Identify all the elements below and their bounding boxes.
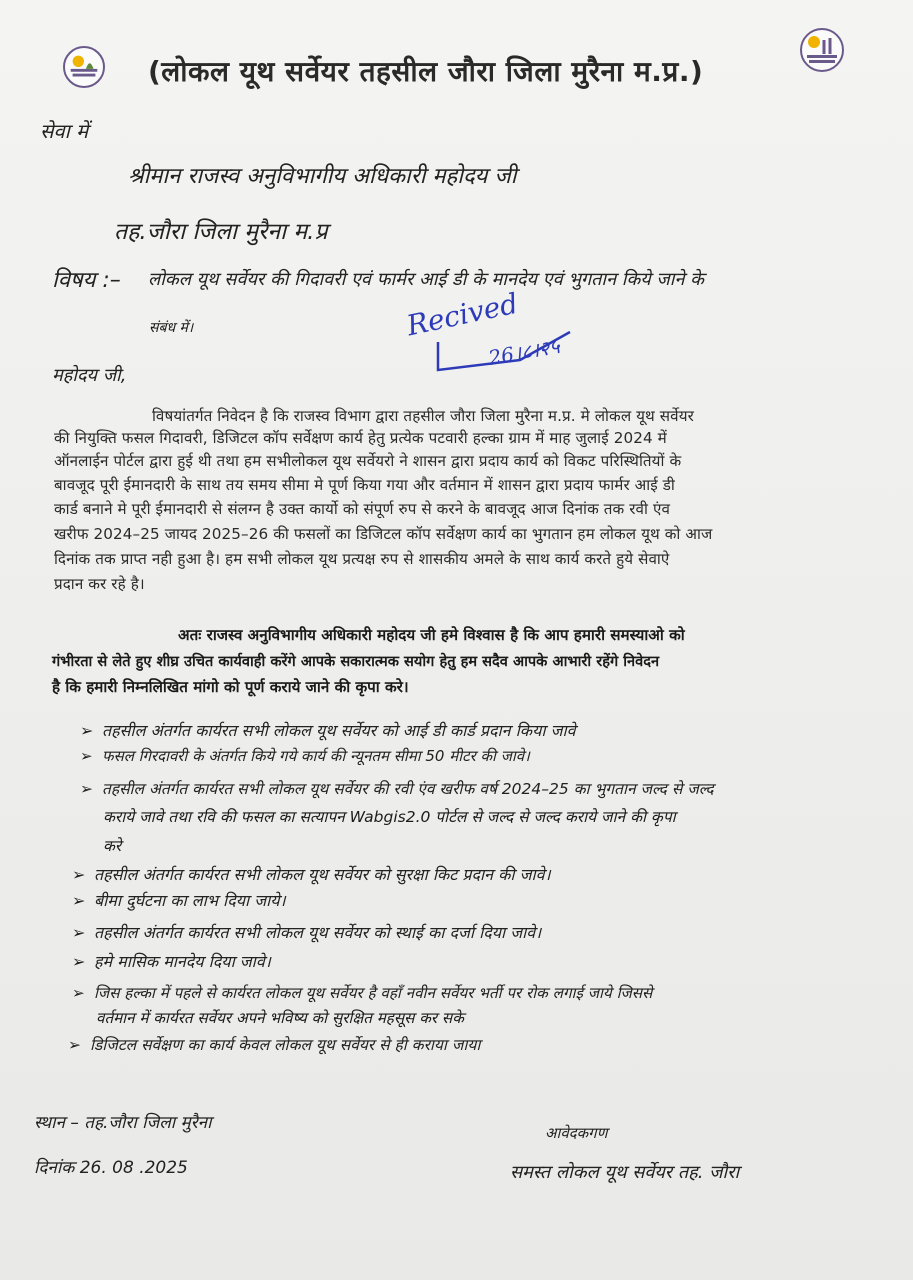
paragraph-1-line: विषयांतर्गत निवेदन है कि राजस्व विभाग द्वारा तहसील जौरा जिला मुरैना म.प्र. मे लोकल यूथ सर्वेयर: [152, 407, 694, 425]
demand-item: ➢ हमे मासिक मानदेय दिया जावे।: [72, 952, 271, 971]
bullet-arrow-icon: ➢: [72, 891, 86, 910]
letterhead-title: (लोकल यूथ सर्वेयर तहसील जौरा जिला मुरैना म.प्र.): [148, 55, 704, 88]
demand-item: ➢ तहसील अंतर्गत कार्यरत सभी लोकल यूथ सर्वेयर को सुरक्षा किट प्रदान की जावे।: [72, 865, 551, 884]
bullet-arrow-icon: ➢: [72, 984, 85, 1002]
bullet-arrow-icon: ➢: [72, 952, 86, 971]
received-stamp-word: Recived: [403, 286, 521, 343]
paragraph-2-line: अतः राजस्व अनुविभागीय अधिकारी महोदय जी हमे विश्वास है कि आप हमारी समस्याओ को: [178, 626, 685, 644]
subject-line-1: लोकल यूथ सर्वेयर की गिदावरी एवं फार्मर आई डी के मानदेय एवं भुगतान किये जाने के: [148, 269, 704, 290]
recipient-line-1: श्रीमान राजस्व अनुविभागीय अधिकारी महोदय जी: [128, 164, 517, 189]
paragraph-1-line: खरीफ 2024–25 जायद 2025–26 की फसलों का डिजिटल कॉप सर्वेक्षण कार्य का भुगतान हम लोकल यूथ को आज: [54, 525, 713, 543]
demand-item-continuation: वर्तमान में कार्यरत सर्वेयर अपने भविष्य को सुरक्षित महसूस कर सके: [96, 1009, 464, 1027]
applicants-signature: समस्त लोकल यूथ सर्वेयर तह. जौरा: [510, 1162, 740, 1183]
paragraph-1-line: दिनांक तक प्राप्त नही हुआ है। हम सभी लोकल यूथ प्रत्यक्ष रुप से शासकीय अमले के साथ कार्य करते हुये सेवाऐ: [54, 550, 670, 568]
paragraph-2-line: है कि हमारी निम्नलिखित मांगो को पूर्ण कराये जाने की कृपा करे।: [52, 678, 409, 696]
subject-label: विषय :–: [52, 268, 121, 293]
salutation-to: सेवा में: [40, 119, 89, 143]
bullet-arrow-icon: ➢: [72, 865, 86, 884]
recipient-line-2: तह.जौरा जिला मुरैना म.प्र: [114, 219, 328, 245]
demand-item: ➢ डिजिटल सर्वेक्षण का कार्य केवल लोकल यूथ सर्वेयर से ही कराया जाया: [68, 1036, 481, 1054]
demand-item: ➢ फसल गिरदावरी के अंतर्गत किये गये कार्य की न्यूनतम सीमा 50 मीटर की जावे।: [80, 747, 530, 765]
date-line: दिनांक 26. 08 .2025: [34, 1158, 188, 1178]
demand-item: ➢ तहसील अंतर्गत कार्यरत सभी लोकल यूथ सर्वेयर की रवी एंव खरीफ वर्ष 2024–25 का भुगतान जल्द से जल्द: [80, 780, 714, 798]
left-logo-icon: [63, 46, 105, 88]
place-line: स्थान – तह.जौरा जिला मुरैना: [34, 1113, 212, 1133]
right-logo-icon: [800, 28, 844, 72]
subject-line-2: संबंध में।: [149, 320, 194, 336]
paragraph-1-line: कार्ड बनाने मे पूरी ईमानदारी से संलग्न है उक्त कार्यो को संपूर्ण रुप से करने के बावजूद आज दिनांक तक रवी एंव: [54, 500, 670, 518]
demand-item: ➢ तहसील अंतर्गत कार्यरत सभी लोकल यूथ सर्वेयर को आई डी कार्ड प्रदान किया जावे: [80, 721, 576, 740]
bullet-arrow-icon: ➢: [80, 747, 93, 765]
paragraph-2-line: गंभीरता से लेते हुए शीघ्र उचित कार्यवाही करेंगे आपके सकारात्मक सयोग हेतु हम सदैव आपके आभारी रहेंगे निवेदन: [52, 653, 660, 670]
bullet-arrow-icon: ➢: [72, 923, 86, 942]
bullet-arrow-icon: ➢: [80, 780, 93, 798]
demand-item: ➢ तहसील अंतर्गत कार्यरत सभी लोकल यूथ सर्वेयर को स्थाई का दर्जा दिया जावे।: [72, 923, 542, 942]
received-stamp-date: 26।८।२५: [486, 333, 562, 371]
demand-item-continuation: कराये जावे तथा रवि की फसल का सत्यापन Wabgis2.0 पोर्टल से जल्द से जल्द कराये जाने की कृपा: [103, 808, 676, 826]
demand-item-continuation: करे: [103, 837, 122, 855]
applicants-label: आवेदकगण: [545, 1124, 608, 1142]
demand-item: ➢ बीमा दुर्घटना का लाभ दिया जाये।: [72, 891, 286, 910]
demand-item: ➢ जिस हल्का में पहले से कार्यरत लोकल यूथ सर्वेयर है वहाँ नवीन सर्वेयर भर्ती पर रोक लगाई जाये जिससे: [72, 984, 653, 1002]
paragraph-1-line: की नियुक्ति फसल गिदावरी, डिजिटल कॉप सर्वेक्षण कार्य हेतु प्रत्येक पटवारी हल्का ग्राम में माह जुलाई 2024 में: [54, 429, 667, 447]
paragraph-1-line: बावजूद पूरी ईमानदारी के साथ तय समय सीमा मे पूर्ण किया गया और वर्तमान में शासन द्वारा प्रदाय फार्मर आई डी: [54, 476, 675, 494]
paragraph-1-line: ऑनलाईन पोर्टल द्वारा हुई थी तथा हम सभीलोकल यूथ सर्वेयरो ने शासन द्वारा प्रदाय कार्य को विकट परिस्थितियों के: [54, 452, 682, 470]
received-stamp: [400, 286, 610, 385]
stamp-arrow-icon: [400, 290, 610, 385]
bullet-arrow-icon: ➢: [80, 721, 94, 740]
greeting: महोदय जी,: [52, 365, 127, 386]
paragraph-1-line: प्रदान कर रहे है।: [54, 575, 145, 593]
bullet-arrow-icon: ➢: [68, 1036, 81, 1054]
